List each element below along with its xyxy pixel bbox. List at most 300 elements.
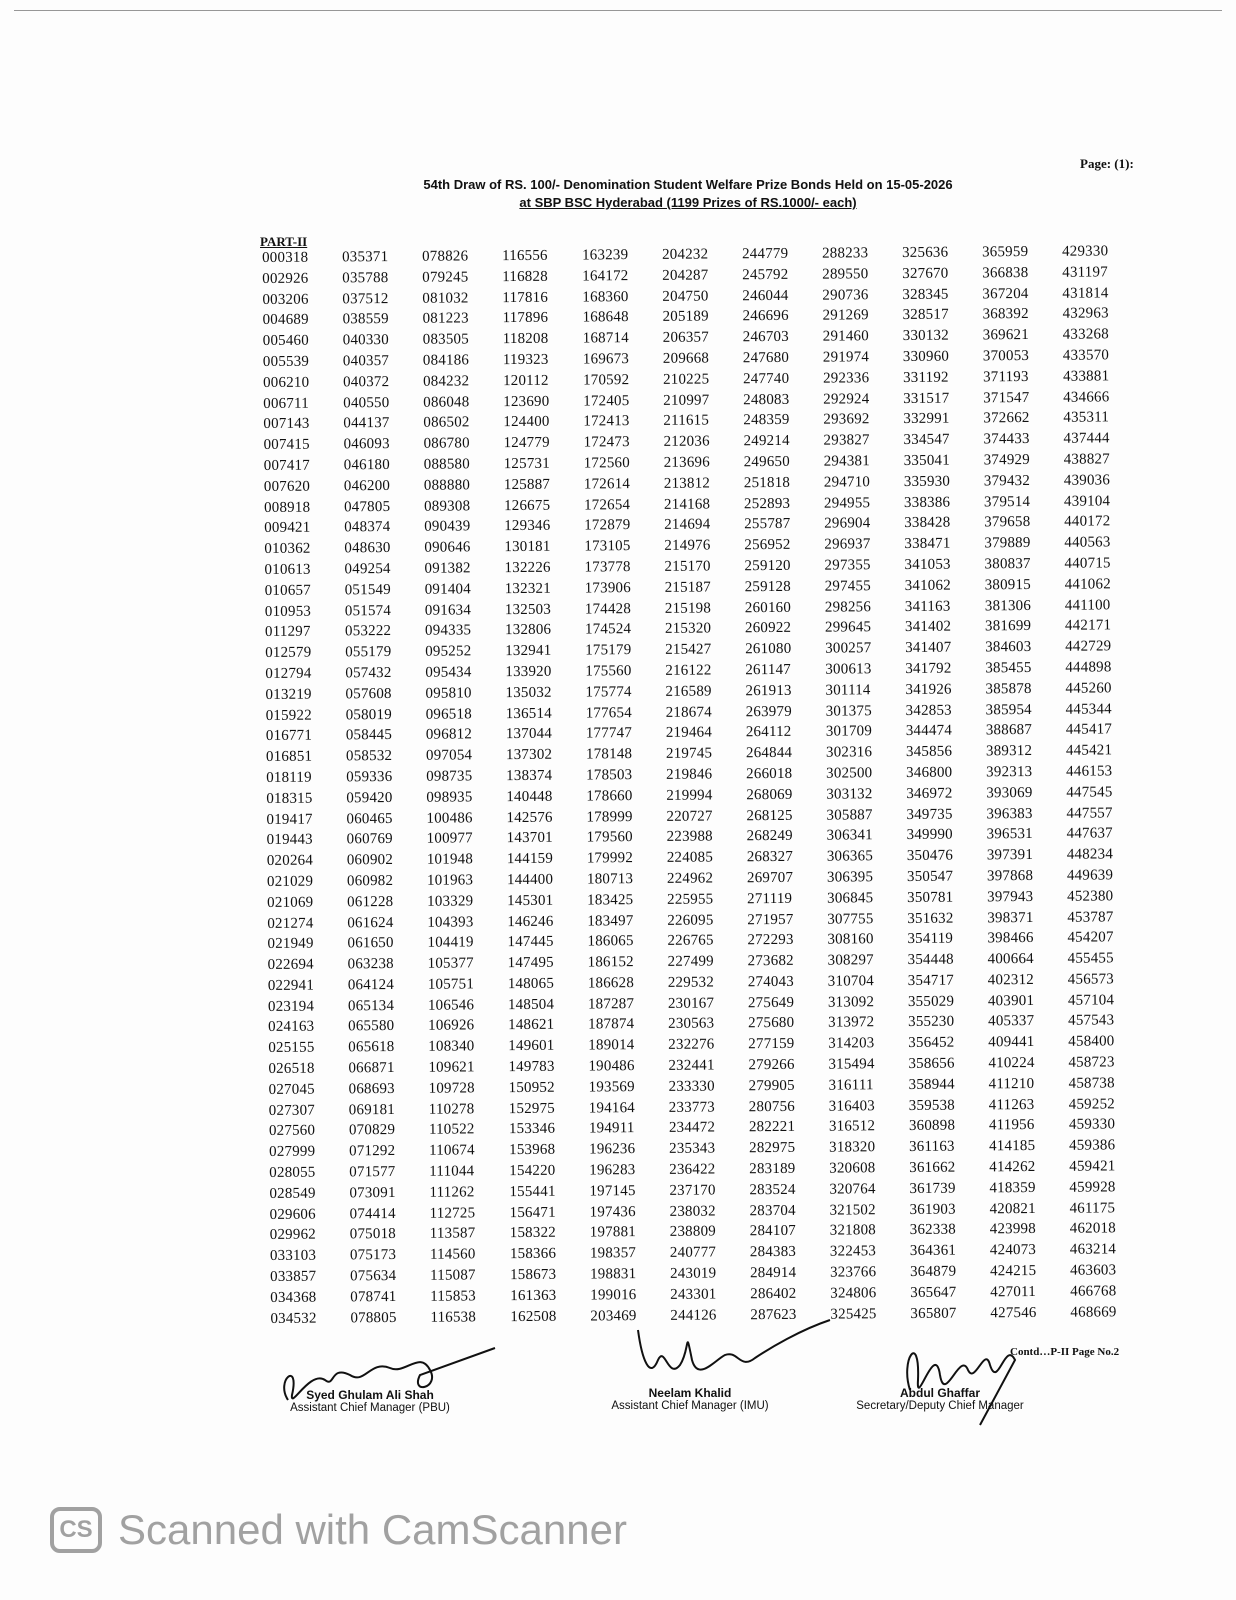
bond-number: 358656 <box>908 1055 955 1073</box>
bond-number: 364361 <box>909 1242 957 1260</box>
bond-number: 325636 <box>901 244 949 261</box>
bond-number: 097054 <box>425 747 473 764</box>
bond-number: 109728 <box>428 1080 475 1097</box>
bond-number: 355029 <box>907 993 955 1010</box>
bond-number: 216122 <box>665 662 712 679</box>
bond-number: 147495 <box>507 954 554 972</box>
bond-number: 306395 <box>826 869 874 886</box>
bond-number: 301375 <box>825 702 872 720</box>
bond-number: 379432 <box>983 472 1031 490</box>
bond-number: 174428 <box>584 600 632 618</box>
bond-number: 088880 <box>423 477 471 494</box>
bond-number: 003206 <box>262 291 309 308</box>
bond-number: 349735 <box>906 806 953 823</box>
bond-number: 260160 <box>744 599 792 616</box>
bond-number: 334547 <box>903 431 950 449</box>
bond-number: 046180 <box>343 456 390 474</box>
bond-column <box>742 244 797 1326</box>
bond-number: 335930 <box>903 473 951 490</box>
bond-number: 444898 <box>1065 659 1112 676</box>
bond-number: 214694 <box>664 516 711 534</box>
bond-number: 215198 <box>664 600 712 617</box>
bond-number: 314203 <box>828 1035 875 1052</box>
bond-number: 197145 <box>589 1182 636 1200</box>
bond-number: 372662 <box>983 410 1030 427</box>
bond-number: 350547 <box>906 868 954 885</box>
bond-number: 095434 <box>425 664 472 681</box>
bond-number: 075173 <box>349 1247 397 1264</box>
bond-number: 218674 <box>665 704 712 721</box>
bond-number: 213812 <box>663 475 711 492</box>
bond-number: 277159 <box>748 1036 795 1053</box>
bond-number: 361163 <box>909 1138 955 1156</box>
bond-number: 117816 <box>502 289 549 306</box>
bond-number: 027560 <box>268 1123 316 1140</box>
bond-number: 081032 <box>422 289 469 307</box>
bond-number: 183497 <box>587 912 634 929</box>
bond-number: 301114 <box>825 681 871 699</box>
bond-number: 211615 <box>663 412 710 430</box>
bond-number: 137302 <box>505 746 553 764</box>
bond-number: 164172 <box>582 267 629 285</box>
bond-number: 000318 <box>262 249 309 266</box>
bond-number: 150952 <box>508 1079 555 1096</box>
bond-number: 011297 <box>264 623 311 641</box>
bond-number: 293827 <box>823 432 870 449</box>
bond-number: 226765 <box>667 932 714 950</box>
bond-number: 071292 <box>349 1143 396 1160</box>
bond-number: 091634 <box>424 601 472 619</box>
bond-number: 027999 <box>269 1143 316 1161</box>
bond-number: 066871 <box>348 1060 395 1077</box>
signature-block-3 <box>840 1386 1040 1412</box>
bond-number: 205189 <box>662 308 709 326</box>
bond-number: 169673 <box>582 351 630 368</box>
bond-number: 282975 <box>749 1140 796 1157</box>
bond-number: 090646 <box>424 539 471 556</box>
bond-number: 370053 <box>982 347 1030 365</box>
bond-number: 458738 <box>1068 1075 1115 1092</box>
bond-number: 224085 <box>666 849 714 866</box>
bond-number: 341053 <box>904 556 951 573</box>
signatory-1-title: Assistant Chief Manager (PBU) <box>290 1402 450 1414</box>
bond-number: 021274 <box>267 915 314 932</box>
bond-number: 137044 <box>505 726 553 743</box>
bond-number: 316111 <box>828 1077 874 1094</box>
bond-number: 196236 <box>589 1141 636 1158</box>
bond-number: 243301 <box>670 1286 717 1303</box>
bond-number: 268327 <box>746 848 794 866</box>
bond-number: 261080 <box>745 640 792 658</box>
bond-number: 216589 <box>665 683 712 700</box>
bond-number: 025155 <box>268 1039 315 1057</box>
bond-number: 410224 <box>988 1055 1035 1072</box>
bond-number: 445421 <box>1065 742 1113 759</box>
bond-number: 341926 <box>905 681 952 698</box>
bond-number: 058445 <box>345 727 393 744</box>
bond-number: 459386 <box>1069 1137 1116 1154</box>
bond-number: 154220 <box>509 1162 556 1180</box>
bond-number: 149783 <box>508 1058 555 1076</box>
bond-number: 058532 <box>345 748 393 765</box>
bond-number: 113587 <box>429 1225 476 1243</box>
bond-number: 091404 <box>424 581 471 598</box>
bond-number: 233330 <box>668 1078 715 1095</box>
bond-number: 385878 <box>985 680 1032 698</box>
bond-number: 186152 <box>587 954 634 971</box>
bond-number: 116828 <box>502 268 548 285</box>
bond-number: 058019 <box>345 706 392 723</box>
bond-number: 446153 <box>1066 763 1113 780</box>
bond-number: 219464 <box>665 724 713 742</box>
bond-number: 021069 <box>267 894 314 911</box>
bond-number: 365959 <box>981 243 1029 261</box>
bond-number: 431814 <box>1062 284 1109 302</box>
scan-edge-line <box>14 10 1222 11</box>
bond-number: 115087 <box>430 1267 476 1284</box>
bond-number: 155441 <box>509 1183 556 1200</box>
bond-number: 275680 <box>748 1015 795 1032</box>
bond-number: 320608 <box>829 1160 876 1177</box>
bond-number: 028055 <box>269 1164 316 1182</box>
bond-number: 341792 <box>905 660 952 677</box>
bond-number: 084232 <box>422 373 470 390</box>
bond-number: 007417 <box>263 457 310 474</box>
bond-number: 071577 <box>349 1164 396 1181</box>
bond-number: 359538 <box>908 1097 956 1114</box>
bond-number: 040550 <box>343 394 390 411</box>
bond-column <box>422 246 477 1328</box>
bond-number: 215427 <box>665 641 712 658</box>
bond-number: 012579 <box>265 644 312 662</box>
bond-number: 246696 <box>742 308 789 325</box>
bond-number: 398371 <box>987 909 1034 926</box>
bond-number: 132226 <box>504 559 551 577</box>
bond-number: 302500 <box>826 765 873 782</box>
bond-number: 338471 <box>904 535 951 553</box>
bond-number: 232276 <box>668 1036 715 1054</box>
bond-number: 400664 <box>987 951 1034 968</box>
bond-number: 292336 <box>822 370 870 387</box>
bond-number: 020264 <box>266 852 314 870</box>
bond-number: 094335 <box>424 622 472 640</box>
bond-number: 351632 <box>907 910 954 927</box>
bond-number: 260922 <box>744 620 792 637</box>
bond-number: 148065 <box>507 975 555 992</box>
bond-number: 057432 <box>345 664 392 682</box>
bond-number: 060465 <box>346 810 393 827</box>
bond-number: 322453 <box>829 1243 877 1260</box>
bond-number: 283704 <box>749 1202 796 1219</box>
bond-number: 271119 <box>747 890 793 907</box>
bond-number: 091382 <box>424 560 471 577</box>
bond-number: 034532 <box>270 1310 317 1327</box>
title-line-2: at SBP BSC Hyderabad (1199 Prizes of RS.1000/- each) <box>519 195 857 210</box>
bond-number: 035371 <box>342 249 389 266</box>
bond-number: 132503 <box>504 601 552 618</box>
bond-number: 459421 <box>1069 1158 1116 1175</box>
bond-number: 338428 <box>904 514 951 532</box>
bond-number: 284383 <box>749 1244 797 1261</box>
bond-number: 060902 <box>346 852 394 869</box>
bond-number: 342853 <box>905 702 952 719</box>
bond-number: 212036 <box>663 433 710 451</box>
bond-number: 230167 <box>667 995 715 1012</box>
bond-number: 269707 <box>746 869 794 887</box>
bond-number: 442171 <box>1064 617 1112 635</box>
bond-number: 381699 <box>984 618 1032 635</box>
bond-number: 173778 <box>584 559 631 576</box>
bond-number: 247740 <box>742 370 790 388</box>
bond-number: 358944 <box>908 1076 955 1093</box>
bond-number: 462018 <box>1069 1220 1116 1238</box>
bond-number: 033857 <box>270 1268 317 1286</box>
bond-number: 135032 <box>505 684 552 701</box>
bond-number: 381306 <box>984 597 1032 614</box>
bond-number: 291269 <box>822 307 869 324</box>
bond-number: 439036 <box>1063 472 1111 489</box>
bond-number: 323766 <box>830 1264 877 1281</box>
bond-number: 153968 <box>509 1141 556 1159</box>
bond-number: 158322 <box>509 1225 557 1242</box>
bond-number: 038559 <box>342 311 389 328</box>
bond-number: 398466 <box>987 930 1034 947</box>
bond-number: 440172 <box>1064 513 1111 531</box>
bond-number: 096812 <box>425 726 473 744</box>
bond-number: 327670 <box>902 265 949 282</box>
bond-number: 290736 <box>822 286 869 304</box>
bond-number: 007415 <box>263 436 310 454</box>
bond-number: 178148 <box>585 746 633 763</box>
bond-number: 213696 <box>663 454 710 471</box>
bond-number: 204232 <box>662 246 709 263</box>
bond-number: 133920 <box>505 663 552 681</box>
bond-number: 215187 <box>664 579 711 596</box>
bond-number: 048374 <box>344 519 391 536</box>
bond-number: 457104 <box>1067 992 1115 1009</box>
bond-number: 194911 <box>588 1120 635 1137</box>
bond-number: 440563 <box>1064 534 1111 551</box>
bond-number: 158673 <box>510 1266 557 1284</box>
bond-number: 362338 <box>909 1222 957 1239</box>
bond-number: 220727 <box>666 807 713 825</box>
bond-number: 297455 <box>824 577 871 595</box>
bond-number: 380915 <box>984 576 1031 594</box>
bond-number: 162508 <box>510 1308 557 1325</box>
bond-number: 431197 <box>1062 264 1108 281</box>
bond-number: 073091 <box>349 1184 396 1202</box>
bond-number: 008918 <box>263 499 311 516</box>
bond-number: 180713 <box>586 871 634 888</box>
bond-number: 144400 <box>506 871 554 889</box>
bond-number: 335041 <box>903 452 950 469</box>
bond-number: 177747 <box>585 725 633 742</box>
bond-number: 330960 <box>902 348 950 365</box>
bond-number: 070829 <box>348 1122 396 1139</box>
bond-number: 172473 <box>583 434 630 451</box>
bond-number: 106926 <box>428 1017 475 1035</box>
bond-number: 100486 <box>426 809 473 827</box>
page-number: Page: (1): <box>1080 156 1134 171</box>
bond-number: 130181 <box>504 538 551 556</box>
bond-number: 215170 <box>664 558 711 575</box>
bond-number: 033103 <box>269 1247 317 1265</box>
bond-number: 172879 <box>584 517 631 534</box>
bond-number: 397943 <box>987 888 1034 906</box>
bond-number: 161363 <box>510 1287 557 1304</box>
bond-number: 060982 <box>346 872 394 890</box>
bond-number: 397868 <box>986 867 1034 885</box>
bond-number: 350476 <box>906 847 954 865</box>
bond-number: 371547 <box>983 389 1030 406</box>
bond-number: 103329 <box>427 893 474 910</box>
bond-number: 433881 <box>1062 368 1110 385</box>
bond-number: 002926 <box>262 270 309 287</box>
bond-number: 316512 <box>828 1118 876 1136</box>
bond-number: 172405 <box>583 392 630 410</box>
bond-number: 256952 <box>744 537 791 554</box>
bond-number: 029962 <box>269 1227 317 1244</box>
bond-number: 136514 <box>505 705 552 722</box>
bond-number: 234472 <box>668 1119 716 1137</box>
bond-number: 385455 <box>985 659 1032 677</box>
bond-number: 459928 <box>1069 1179 1116 1196</box>
bond-number: 111044 <box>429 1163 475 1180</box>
bond-number: 300257 <box>825 640 872 657</box>
bond-number: 023194 <box>267 998 315 1015</box>
signatory-2-title: Assistant Chief Manager (IMU) <box>611 1400 769 1412</box>
bond-number: 441100 <box>1064 596 1111 614</box>
bond-number: 397391 <box>986 847 1034 864</box>
bond-number: 447545 <box>1066 784 1113 801</box>
bond-number: 331192 <box>902 369 949 386</box>
bond-number: 455455 <box>1067 950 1114 967</box>
bond-number: 116556 <box>502 247 548 265</box>
signatory-3-title: Secretary/Deputy Chief Manager <box>856 1400 1024 1412</box>
bond-number: 095252 <box>425 643 472 660</box>
bond-number: 226095 <box>667 911 714 929</box>
bond-number: 328345 <box>902 286 949 303</box>
bond-number: 356452 <box>908 1034 955 1052</box>
bond-number: 219846 <box>666 766 713 783</box>
bond-number: 463214 <box>1069 1241 1117 1258</box>
bond-number: 110522 <box>428 1121 475 1139</box>
bond-number: 280756 <box>748 1098 796 1115</box>
bond-number: 429330 <box>1061 243 1109 260</box>
bond-number: 046093 <box>343 436 390 453</box>
bond-number: 439104 <box>1063 492 1111 510</box>
bond-number: 046200 <box>343 477 391 495</box>
bond-number: 021949 <box>267 935 314 953</box>
bond-number: 246044 <box>742 287 789 304</box>
bond-column <box>982 242 1037 1324</box>
bond-number: 287623 <box>750 1306 797 1323</box>
bond-number: 018119 <box>266 769 312 786</box>
bond-number: 244126 <box>670 1307 717 1324</box>
bond-number: 187287 <box>587 995 635 1013</box>
bond-number: 101948 <box>426 851 474 868</box>
bond-number: 120112 <box>502 372 549 389</box>
bond-number: 204287 <box>662 267 709 284</box>
bond-number: 354119 <box>907 930 954 948</box>
bond-number: 441062 <box>1064 576 1111 593</box>
bond-number: 018315 <box>266 790 313 807</box>
bond-number: 078826 <box>422 248 469 265</box>
bond-number: 174524 <box>584 621 632 638</box>
bond-number: 440715 <box>1064 555 1111 572</box>
signature-block-2 <box>590 1386 790 1412</box>
bond-number: 051574 <box>344 602 392 619</box>
camscanner-logo-icon: CS <box>50 1507 102 1553</box>
bond-number: 053222 <box>344 623 392 640</box>
bond-number: 173105 <box>584 538 631 555</box>
signatory-3-name: Abdul Ghaffar <box>900 1386 980 1400</box>
bond-number: 345856 <box>905 743 953 761</box>
bond-number: 263979 <box>745 703 792 720</box>
bond-number: 153346 <box>508 1121 556 1138</box>
bond-number: 196283 <box>589 1162 636 1179</box>
bond-number: 456573 <box>1067 971 1115 988</box>
bond-number: 232441 <box>668 1057 715 1074</box>
bond-number: 244779 <box>742 245 789 263</box>
bond-number: 125731 <box>503 455 550 473</box>
bond-number: 078741 <box>350 1288 397 1306</box>
bond-number: 026518 <box>268 1060 315 1078</box>
bond-number: 283189 <box>749 1160 796 1178</box>
bond-number: 233773 <box>668 1099 716 1116</box>
bond-number: 044137 <box>343 415 390 432</box>
bond-number: 075634 <box>350 1268 397 1285</box>
bond-number: 183425 <box>587 891 634 909</box>
bond-number: 225955 <box>667 891 714 908</box>
bond-number: 237170 <box>669 1182 716 1199</box>
bond-number: 040357 <box>342 352 390 370</box>
bond-number: 015922 <box>265 707 312 724</box>
bond-number: 105377 <box>427 955 474 972</box>
bond-number: 193569 <box>588 1078 635 1096</box>
bond-number: 063238 <box>347 956 394 973</box>
bond-number: 175560 <box>585 663 632 680</box>
bond-number: 215320 <box>664 620 712 638</box>
bond-number: 147445 <box>507 934 554 951</box>
bond-number: 301709 <box>825 723 873 740</box>
bond-number: 236422 <box>669 1161 716 1178</box>
continued-note: Contd…P-II Page No.2 <box>1010 1346 1120 1358</box>
bond-number: 006711 <box>263 395 309 412</box>
bond-number: 289550 <box>822 266 869 283</box>
bond-number: 349990 <box>906 826 953 844</box>
bond-number: 402312 <box>987 971 1035 989</box>
bond-number: 249650 <box>743 453 790 471</box>
bond-number: 152975 <box>508 1100 556 1117</box>
bond-number: 320764 <box>829 1181 876 1198</box>
bond-number: 306341 <box>826 827 873 844</box>
bond-number: 249214 <box>743 433 790 450</box>
bond-number: 445344 <box>1065 700 1112 718</box>
bond-number: 006210 <box>262 374 310 391</box>
bond-number: 210997 <box>663 392 710 409</box>
bond-number: 341407 <box>905 639 952 657</box>
bond-number: 083505 <box>422 331 469 348</box>
signature-block-1 <box>270 1388 470 1414</box>
bond-number: 179560 <box>586 829 633 846</box>
bond-number: 313092 <box>827 993 875 1011</box>
bond-number: 029606 <box>269 1206 316 1223</box>
bond-number: 116538 <box>430 1308 477 1326</box>
bond-number: 126675 <box>503 497 551 514</box>
bond-number: 190486 <box>588 1058 635 1075</box>
bond-number: 454207 <box>1067 929 1114 946</box>
